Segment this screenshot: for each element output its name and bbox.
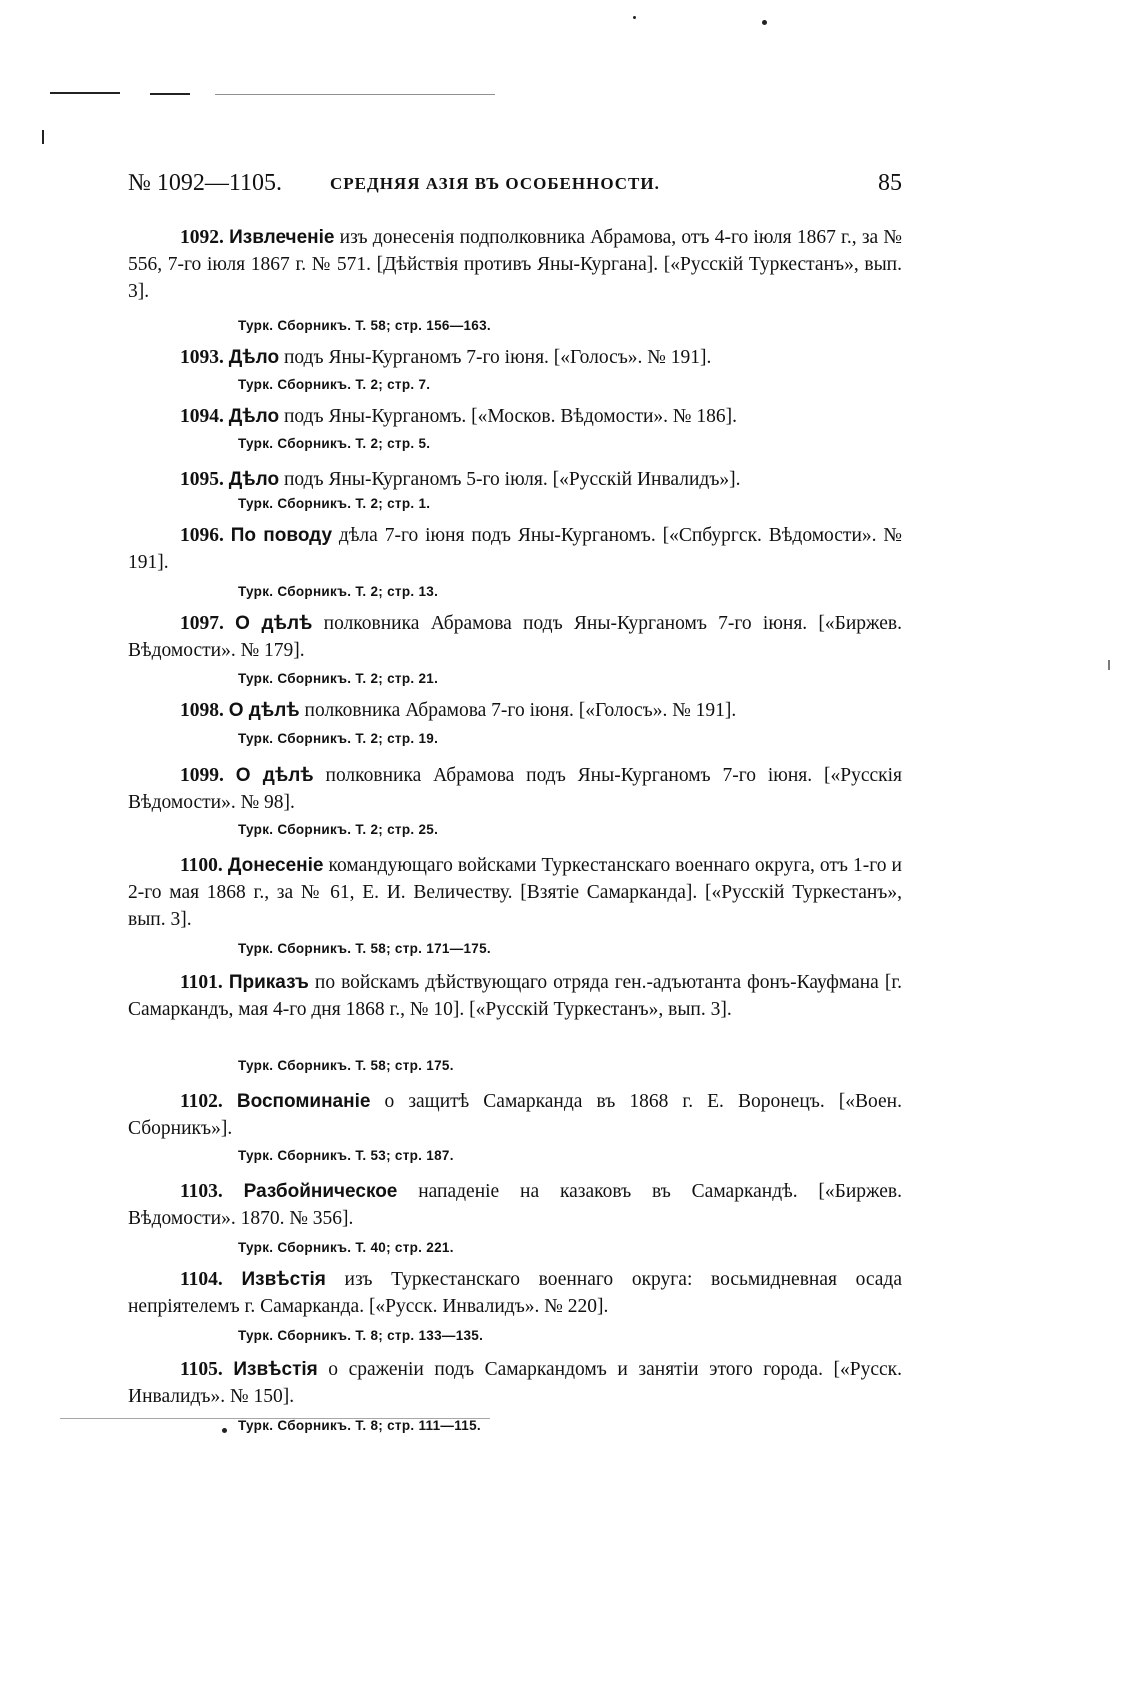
entry-number: 1093. [180, 347, 224, 368]
entry-heading: О дѣлѣ [235, 765, 314, 786]
scan-mark [633, 16, 636, 19]
entry-source: Турк. Сборникъ. Т. 8; стр. 111—115. [238, 1418, 481, 1433]
bibliography-entry [128, 522, 902, 576]
entry-source: Турк. Сборникъ. Т. 53; стр. 187. [238, 1148, 454, 1163]
entry-text: полковника Абрамова 7-го іюня. [«Голосъ». № 191]. [299, 700, 737, 721]
entry-source: Турк. Сборникъ. Т. 2; стр. 21. [238, 671, 439, 686]
entry-heading: Приказъ [228, 972, 309, 993]
entry-heading: Дѣло [228, 347, 280, 368]
entry-number: 1103. [180, 1181, 223, 1202]
entry-number: 1100. [180, 855, 223, 876]
entry-source: Турк. Сборникъ. Т. 2; стр. 19. [238, 731, 439, 746]
entry-text: о защитѣ Самарканда въ 1868 г. Е. Воронецъ. [«Воен. Сборникъ»]. [128, 1091, 902, 1139]
entry-text: полковника Абрамова подъ Яны-Курганомъ 7-го іюня. [«Биржев. Вѣдомости». № 179]. [128, 613, 902, 661]
entry-heading: По поводу [230, 525, 333, 546]
entry-text: изъ Туркестанскаго военнаго округа: восьмидневная осада непріятелемъ г. Самарканда. [«Русск. Инвалидъ». № 220]. [128, 1269, 903, 1317]
scan-mark [762, 20, 767, 25]
entry-heading: Разбойническое [243, 1181, 398, 1202]
scan-mark [50, 92, 120, 94]
entry-heading: Дѣло [228, 406, 280, 427]
entry-number: 1102. [180, 1091, 223, 1112]
bibliography-entry [128, 344, 902, 371]
entry-number: 1105. [180, 1359, 223, 1380]
entry-text: подъ Яны-Курганомъ 5-го іюля. [«Русскій Инвалидъ»]. [279, 469, 741, 490]
scan-mark [1108, 660, 1110, 670]
entry-text: нападеніе на казаковъ въ Самаркандѣ. [«Биржев. Вѣдомости». 1870. № 356]. [128, 1181, 903, 1229]
entry-text: дѣла 7-го іюня подъ Яны-Курганомъ. [«Спбургск. Вѣдомости». № 191]. [128, 525, 903, 573]
entry-number: 1099. [180, 765, 224, 786]
bibliography-entry [128, 697, 902, 724]
entry-heading: Извлеченіе [229, 227, 335, 248]
entry-source: Турк. Сборникъ. Т. 2; стр. 25. [238, 822, 439, 837]
entry-source: Турк. Сборникъ. Т. 58; стр. 171—175. [238, 941, 491, 956]
entry-range: № 1092—1105. [128, 170, 283, 196]
bibliography-entry [128, 1266, 902, 1320]
entry-source: Турк. Сборникъ. Т. 58; стр. 156—163. [238, 318, 491, 333]
bibliography-entry [128, 466, 902, 493]
bibliography-entry [128, 762, 902, 816]
entry-number: 1095. [180, 469, 224, 490]
scan-mark [215, 94, 495, 95]
entry-source: Турк. Сборникъ. Т. 58; стр. 175. [238, 1058, 454, 1073]
entry-number: 1094. [180, 406, 224, 427]
bibliography-entry [128, 852, 902, 933]
entry-number: 1096. [180, 525, 224, 546]
entry-text: подъ Яны-Курганомъ. [«Москов. Вѣдомости». № 186]. [279, 406, 738, 427]
entry-text: подъ Яны-Курганомъ 7-го іюня. [«Голосъ». № 191]. [279, 347, 712, 368]
bibliography-entry [128, 610, 902, 664]
scan-mark [42, 130, 44, 144]
page-number: 85 [878, 170, 902, 196]
running-header [128, 170, 902, 210]
bibliography-entry [128, 1356, 902, 1410]
entry-heading: О дѣлѣ [235, 613, 313, 634]
entry-text: по войскамъ дѣйствующаго отряда ген.-адъютанта фонъ-Кауфмана [г. Самаркандъ, мая 4-го дня 1868 г., № 10]. [«Русскій Туркестанъ», вып. 3]. [128, 972, 903, 1020]
bibliography-entry [128, 224, 902, 305]
entry-number: 1101. [180, 972, 223, 993]
entry-number: 1098. [180, 700, 224, 721]
bibliography-entry [128, 1088, 902, 1142]
entry-source: Турк. Сборникъ. Т. 2; стр. 13. [238, 584, 439, 599]
entry-heading: Дѣло [228, 469, 280, 490]
running-title: СРЕДНЯЯ АЗІЯ ВЪ ОСОБЕННОСТИ. [330, 174, 660, 193]
entry-source: Турк. Сборникъ. Т. 2; стр. 1. [238, 496, 431, 511]
entry-source: Турк. Сборникъ. Т. 40; стр. 221. [238, 1240, 454, 1255]
entry-source: Турк. Сборникъ. Т. 2; стр. 5. [238, 436, 431, 451]
entry-heading: Воспоминаніе [236, 1091, 371, 1112]
entry-text: изъ донесенія подполковника Абрамова, отъ 4-го іюля 1867 г., за № 556, 7-го іюля 1867 г. № 571. [Дѣйствія противъ Яны-Кургана]. [«Русскій Туркестанъ», вып. 3]. [128, 227, 902, 302]
entry-number: 1104. [180, 1269, 223, 1290]
scan-mark [222, 1428, 227, 1433]
entry-text: полковника Абрамова подъ Яны-Курганомъ 7-го іюня. [«Русскія Вѣдомости». № 98]. [128, 765, 903, 813]
bibliography-entry [128, 969, 902, 1023]
entry-heading: Донесеніе [227, 855, 324, 876]
bibliography-entry [128, 403, 902, 430]
entry-heading: О дѣлѣ [228, 700, 300, 721]
scan-mark [150, 93, 190, 95]
entry-number: 1092. [180, 227, 224, 248]
entry-text: о сраженіи подъ Самаркандомъ и занятіи этого города. [«Русск. Инвалидъ». № 150]. [128, 1359, 903, 1407]
entry-source: Турк. Сборникъ. Т. 8; стр. 133—135. [238, 1328, 484, 1343]
entry-heading: Извѣстія [241, 1269, 326, 1290]
bibliography-entry [128, 1178, 902, 1232]
entry-text: командующаго войсками Туркестанскаго военнаго округа, отъ 1-го и 2-го мая 1868 г., за № 61, Е. И. Величеству. [Взятіе Самарканда]. [«Русскій Туркестанъ», вып. 3]. [128, 855, 902, 930]
entry-number: 1097. [180, 613, 224, 634]
entry-source: Турк. Сборникъ. Т. 2; стр. 7. [238, 377, 431, 392]
entry-heading: Извѣстія [233, 1359, 318, 1380]
